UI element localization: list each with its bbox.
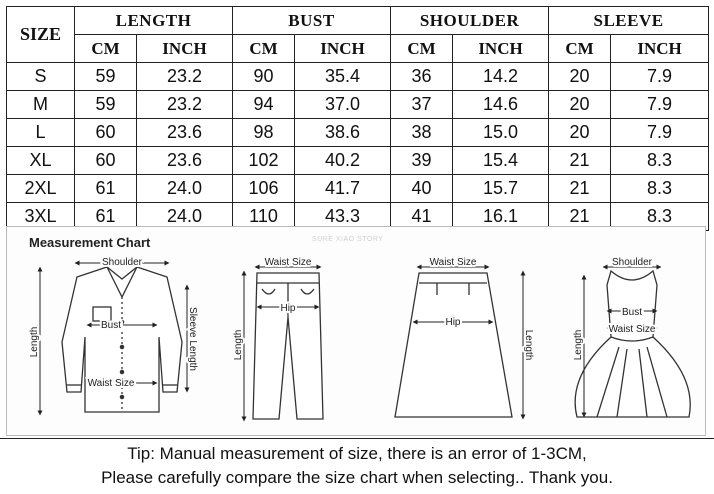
value-cell: 36: [391, 63, 453, 91]
value-cell: 15.7: [453, 175, 549, 203]
table-row: [7, 63, 709, 91]
size-cell: 2XL: [7, 175, 75, 203]
value-cell: 15.0: [453, 119, 549, 147]
value-cell: 98: [233, 119, 295, 147]
pants-diagram: [253, 273, 323, 419]
pants-length-label: Length: [233, 329, 244, 361]
length-header: LENGTH: [75, 7, 233, 35]
size-cell: L: [7, 119, 75, 147]
tip-line-1: Tip: Manual measurement of size, there is an error of 1-3CM,: [127, 444, 587, 463]
value-cell: 40: [391, 175, 453, 203]
value-cell: 24.0: [137, 175, 233, 203]
value-cell: 43.3: [295, 203, 391, 231]
size-cell: 3XL: [7, 203, 75, 231]
value-cell: 61: [75, 175, 137, 203]
value-cell: 15.4: [453, 147, 549, 175]
skirt-diagram: [395, 273, 512, 417]
value-cell: 60: [75, 119, 137, 147]
value-cell: 94: [233, 91, 295, 119]
shirt-shoulder-label: Shoulder: [101, 257, 143, 268]
pants-waist-label: Waist Size: [264, 257, 312, 268]
skirt-length-label: Length: [523, 329, 534, 361]
pants-hip-label: Hip: [280, 303, 296, 314]
garment-diagrams: [7, 227, 707, 437]
skirt-hip-label: Hip: [445, 317, 461, 328]
value-cell: 20: [549, 63, 611, 91]
value-cell: 14.2: [453, 63, 549, 91]
unit-inch-header: INCH: [137, 35, 233, 63]
skirt-waist-label: Waist Size: [429, 257, 477, 268]
table-row: [7, 119, 709, 147]
bust-header: BUST: [233, 7, 391, 35]
table-row: [7, 91, 709, 119]
size-header: SIZE: [7, 7, 75, 63]
value-cell: 8.3: [611, 203, 709, 231]
value-cell: 38: [391, 119, 453, 147]
shirt-diagram: [62, 267, 182, 412]
size-cell: M: [7, 91, 75, 119]
unit-cm-header: CM: [391, 35, 453, 63]
size-cell: XL: [7, 147, 75, 175]
unit-inch-header: INCH: [295, 35, 391, 63]
shirt-sleeve-label: Sleeve Length: [187, 307, 198, 371]
value-cell: 7.9: [611, 63, 709, 91]
unit-cm-header: CM: [75, 35, 137, 63]
value-cell: 61: [75, 203, 137, 231]
value-cell: 23.6: [137, 119, 233, 147]
value-cell: 21: [549, 175, 611, 203]
sleeve-header: SLEEVE: [549, 7, 709, 35]
value-cell: 41: [391, 203, 453, 231]
value-cell: 106: [233, 175, 295, 203]
unit-inch-header: INCH: [453, 35, 549, 63]
value-cell: 14.6: [453, 91, 549, 119]
value-cell: 23.6: [137, 147, 233, 175]
dress-bust-label: Bust: [621, 307, 643, 318]
value-cell: 21: [549, 203, 611, 231]
unit-cm-header: CM: [549, 35, 611, 63]
shirt-waist-label: Waist Size: [87, 378, 135, 389]
value-cell: 8.3: [611, 147, 709, 175]
tip-box: [0, 438, 714, 494]
value-cell: 37.0: [295, 91, 391, 119]
unit-inch-header: INCH: [611, 35, 709, 63]
value-cell: 8.3: [611, 175, 709, 203]
value-cell: 102: [233, 147, 295, 175]
shirt-bust-label: Bust: [100, 320, 122, 331]
value-cell: 37: [391, 91, 453, 119]
shoulder-header: SHOULDER: [391, 7, 549, 35]
size-cell: S: [7, 63, 75, 91]
value-cell: 35.4: [295, 63, 391, 91]
unit-cm-header: CM: [233, 35, 295, 63]
dress-length-label: Length: [573, 329, 584, 361]
value-cell: 20: [549, 119, 611, 147]
value-cell: 7.9: [611, 119, 709, 147]
value-cell: 40.2: [295, 147, 391, 175]
value-cell: 60: [75, 147, 137, 175]
size-table-body: [7, 63, 709, 231]
value-cell: 39: [391, 147, 453, 175]
measurement-chart-panel: [6, 226, 706, 436]
shirt-length-label: Length: [29, 326, 40, 358]
value-cell: 21: [549, 147, 611, 175]
table-row: [7, 147, 709, 175]
value-cell: 24.0: [137, 203, 233, 231]
dress-waist-label: Waist Size: [608, 324, 656, 335]
value-cell: 90: [233, 63, 295, 91]
value-cell: 59: [75, 63, 137, 91]
value-cell: 41.7: [295, 175, 391, 203]
value-cell: 38.6: [295, 119, 391, 147]
value-cell: 23.2: [137, 63, 233, 91]
value-cell: 7.9: [611, 91, 709, 119]
table-row: [7, 175, 709, 203]
value-cell: 59: [75, 91, 137, 119]
size-table: [6, 6, 709, 231]
value-cell: 23.2: [137, 91, 233, 119]
measurement-chart-title: Measurement Chart: [29, 235, 151, 250]
value-cell: 16.1: [453, 203, 549, 231]
dress-diagram: [575, 271, 690, 417]
watermark: SURE XIAO STORY: [312, 236, 384, 243]
tip-line-2: Please carefully compare the size chart when selecting.. Thank you.: [101, 468, 613, 487]
value-cell: 20: [549, 91, 611, 119]
dress-shoulder-label: Shoulder: [611, 257, 653, 268]
value-cell: 110: [233, 203, 295, 231]
